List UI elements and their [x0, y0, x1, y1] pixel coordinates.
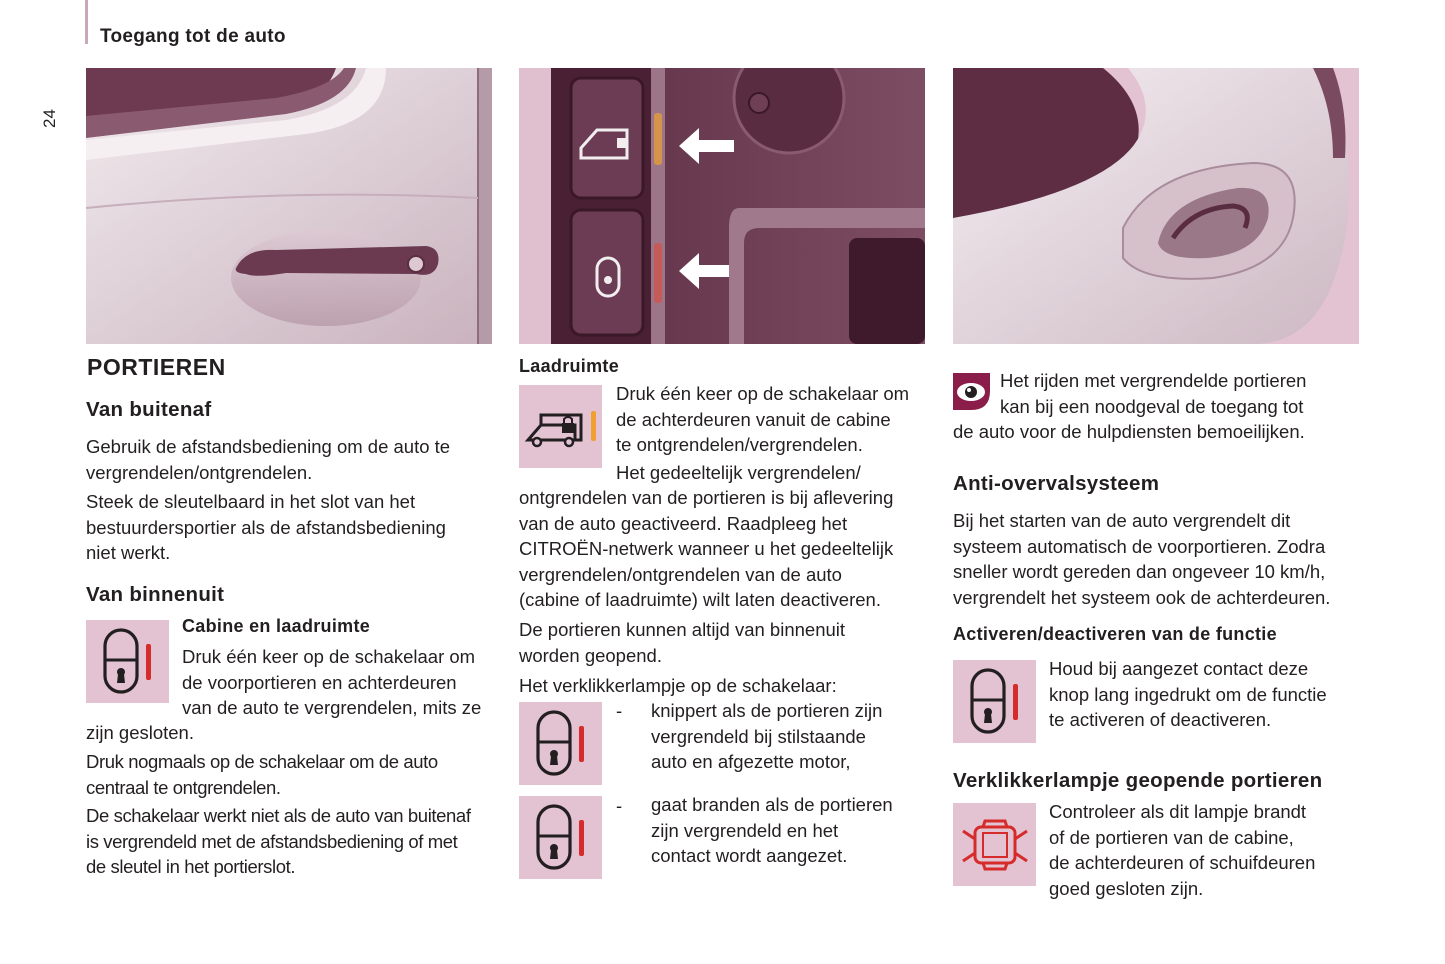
exterior-door-handle-illustration	[86, 68, 492, 344]
bullet-dash: -	[616, 700, 623, 721]
lock-indicator-lit-icon	[519, 796, 602, 879]
bullet-lit-text: gaat branden als de portieren zijn vergrendeld en het contact wordt aangezet.	[651, 794, 893, 866]
warning-text-end: de auto voor de hulpdiensten bemoeilijken.	[953, 421, 1305, 442]
paragraph-open-from-inside: De portieren kunnen altijd van binnenuit worden geopend.	[519, 619, 846, 666]
paragraph-central-lock: Druk één keer op de schakelaar om de voorportieren en achterdeuren van de auto te vergrendelen, mits ze	[182, 646, 482, 718]
eye-warning-icon	[953, 373, 990, 410]
heading-verklikkerlampje: Verklikkerlampje geopende portieren	[953, 769, 1323, 792]
subheading-laadruimte: Laadruimte	[519, 356, 620, 376]
warning-text-start: Het rijden met vergrendelde portieren kan bij een noodgeval de toegang tot	[1000, 370, 1307, 417]
paragraph-remote-control: Gebruik de afstandsbediening om de auto te vergrendelen/ontgrendelen.	[86, 436, 451, 483]
paragraph-activeren: Houd bij aangezet contact deze knop lang ingedrukt om de functie te activeren of deactiveren.	[1049, 658, 1327, 730]
interior-door-handle-illustration	[953, 68, 1359, 344]
bullet-flashing-text: knippert als de portieren zijn vergrendeld bij stilstaande auto en afgezette motor,	[651, 700, 883, 772]
paragraph-key-blade: Steek de sleutelbaard in het slot van het bestuurdersportier als de afstandsbediening niet werkt.	[86, 491, 446, 563]
section-title-portieren: PORTIEREN	[87, 354, 226, 380]
paragraph-indicator-intro: Het verklikkerlampje op de schakelaar:	[519, 675, 837, 696]
paragraph-partial-lock-start: Het gedeeltelijk vergrendelen/	[616, 462, 861, 483]
paragraph-cargo-switch: Druk één keer op de schakelaar om de achterdeuren vanuit de cabine te ontgrendelen/vergrendelen.	[616, 383, 910, 455]
interior-lock-switch-illustration	[519, 68, 925, 344]
paragraph-partial-lock: ontgrendelen van de portieren is bij aflevering van de auto geactiveerd. Raadpleeg het CITROËN-netwerk wanneer u het gedeeltelijk vergrendelen/ontgrendelen van de auto (cabine of laadruimte) wilt laten deactiveren.	[519, 487, 894, 610]
subheading-cabine-laadruimte: Cabine en laadruimte	[182, 616, 371, 636]
heading-anti-overval: Anti-overvalsysteem	[953, 472, 1160, 495]
paragraph-unlock-again: Druk nogmaals op de schakelaar om de auto centraal te ontgrendelen.	[86, 751, 438, 798]
page-header-title: Toegang tot de auto	[100, 26, 286, 47]
central-lock-button-icon	[86, 620, 169, 703]
paragraph-anti-overval: Bij het starten van de auto vergrendelt dit systeem automatisch de voorportieren. Zodra sneller wordt gereden dan ongeveer 10 km/h, vergrendelt het systeem ook de achterdeuren.	[953, 510, 1331, 608]
cargo-lock-button-icon	[519, 385, 602, 468]
lock-indicator-flashing-icon	[519, 702, 602, 785]
page-number: 24	[40, 109, 59, 128]
paragraph-verklikkerlampje: Controleer als dit lampje brandt of de portieren van de cabine, de achterdeuren of schuifdeuren goed gesloten zijn.	[1049, 801, 1316, 899]
anti-theft-lock-button-icon	[953, 660, 1036, 743]
bullet-dash: -	[616, 795, 623, 816]
paragraph-central-lock-end: zijn gesloten.	[86, 722, 194, 743]
door-open-warning-icon	[953, 803, 1036, 886]
paragraph-switch-not-working: De schakelaar werkt niet als de auto van buitenaf is vergrendeld met de afstandsbediening of met de sleutel in het portierslot.	[86, 805, 471, 877]
heading-van-binnenuit: Van binnenuit	[86, 583, 225, 606]
header-accent-bar	[85, 0, 88, 44]
heading-activeren: Activeren/deactiveren van de functie	[953, 624, 1277, 644]
heading-van-buitenaf: Van buitenaf	[86, 398, 212, 421]
